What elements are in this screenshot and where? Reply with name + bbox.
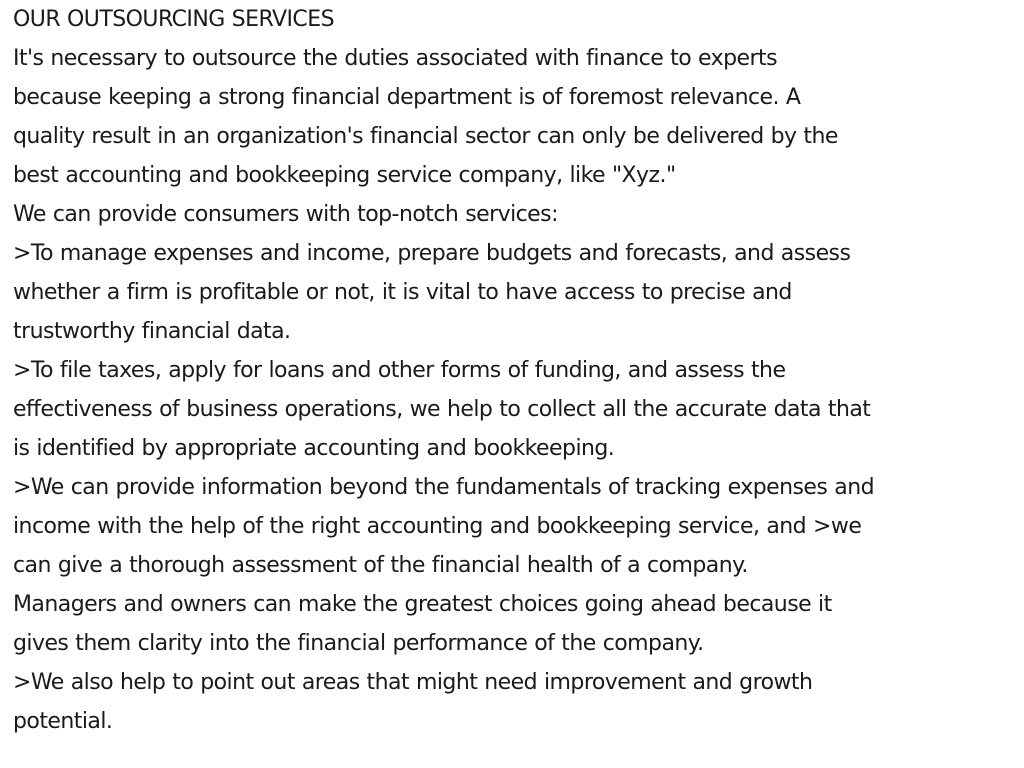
- text-line: Managers and owners can make the greatest choices going ahead because it: [13, 592, 832, 617]
- text-line: is identified by appropriate accounting and bookkeeping.: [13, 436, 615, 461]
- text-line: trustworthy financial data.: [13, 319, 291, 344]
- text-line: can give a thorough assessment of the financial health of a company.: [13, 553, 748, 578]
- text-line: potential.: [13, 709, 113, 734]
- text-line: whether a firm is profitable or not, it is vital to have access to precise and: [13, 280, 792, 305]
- text-line: quality result in an organization's financial sector can only be delivered by the: [13, 124, 838, 149]
- text-line: effectiveness of business operations, we help to collect all the accurate data that: [13, 397, 871, 422]
- text-line: >To file taxes, apply for loans and other forms of funding, and assess the: [13, 358, 786, 383]
- document-body: [13, 0, 1024, 741]
- text-line: >To manage expenses and income, prepare budgets and forecasts, and assess: [13, 241, 851, 266]
- text-line: It's necessary to outsource the duties associated with finance to experts: [13, 46, 778, 71]
- text-line: >We also help to point out areas that might need improvement and growth: [13, 670, 813, 695]
- text-line: income with the help of the right accounting and bookkeeping service, and >we: [13, 514, 862, 539]
- text-line: We can provide consumers with top-notch services:: [13, 202, 558, 227]
- section-heading: OUR OUTSOURCING SERVICES: [13, 7, 334, 32]
- text-line: gives them clarity into the financial performance of the company.: [13, 631, 704, 656]
- text-line: because keeping a strong financial department is of foremost relevance. A: [13, 85, 801, 110]
- text-line: >We can provide information beyond the fundamentals of tracking expenses and: [13, 475, 875, 500]
- text-line: best accounting and bookkeeping service company, like "Xyz.": [13, 163, 676, 188]
